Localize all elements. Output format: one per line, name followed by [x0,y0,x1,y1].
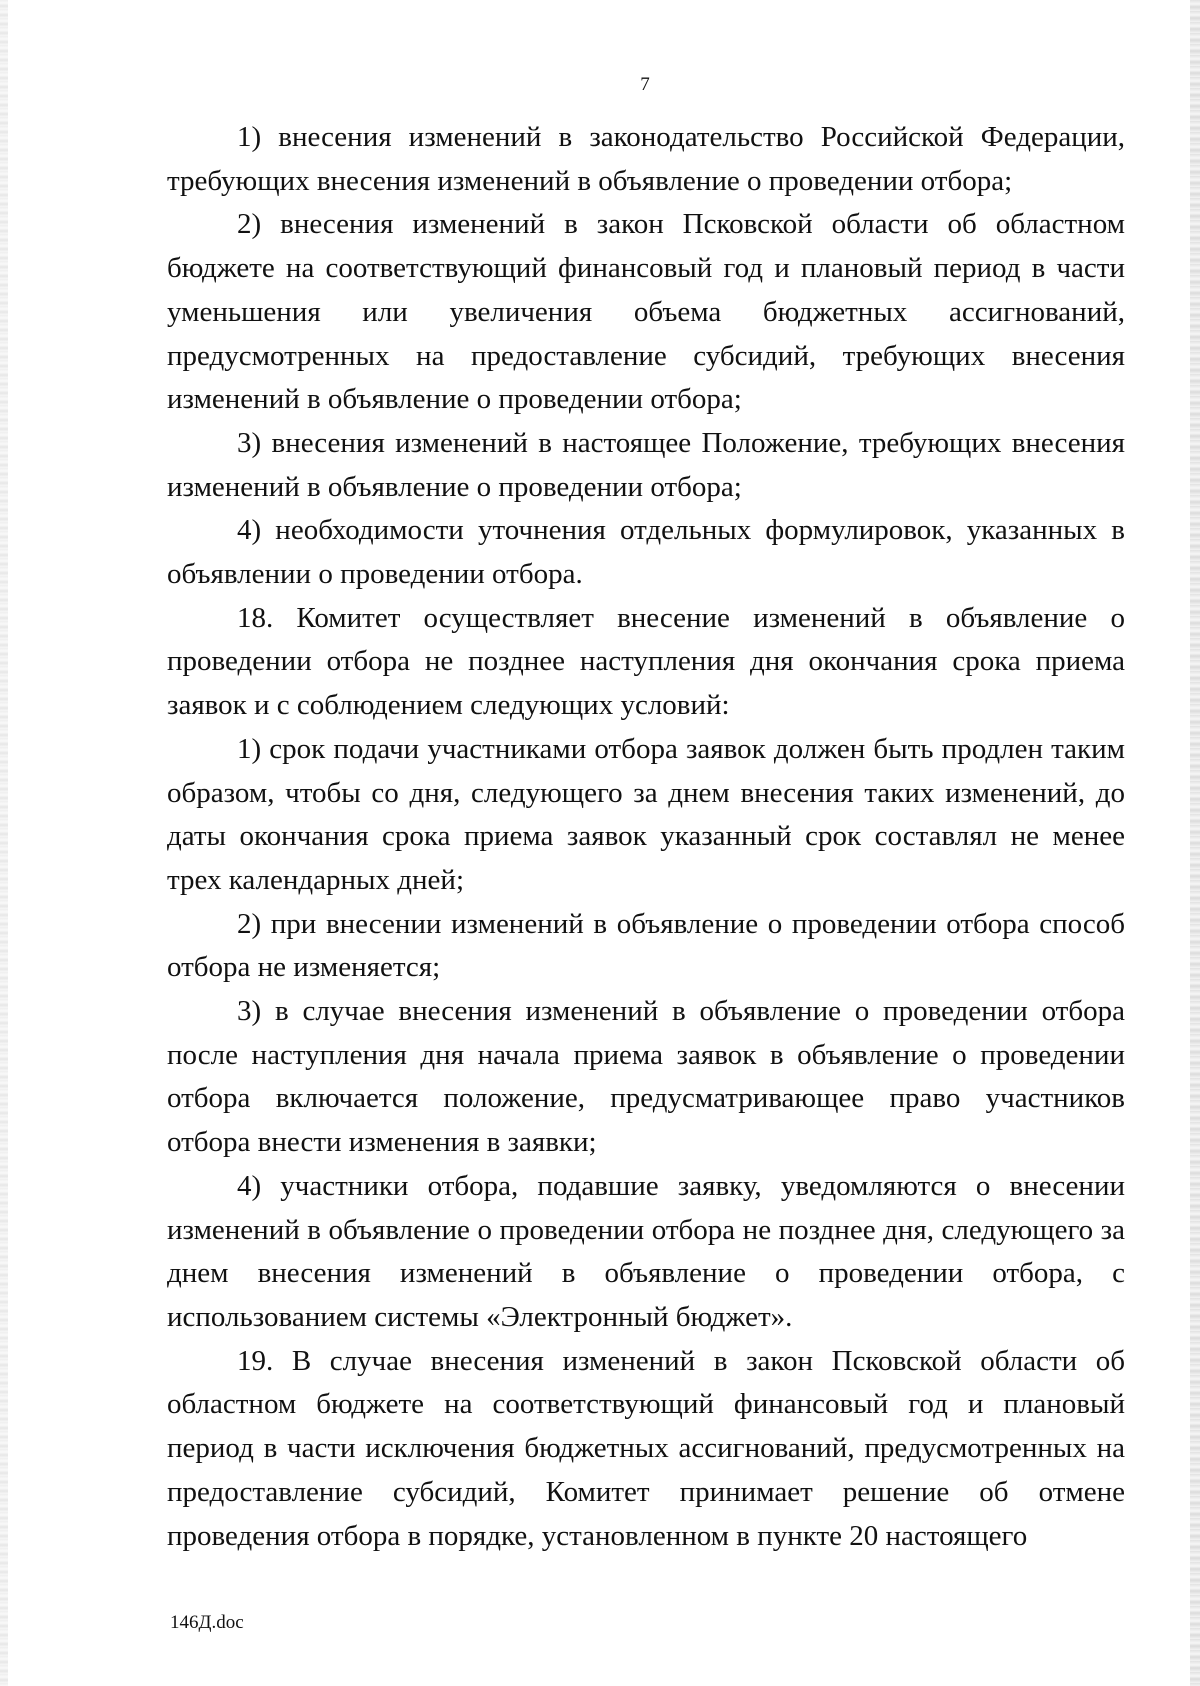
paragraph-clause-19: 19. В случае внесения изменений в закон Псковской области об областном бюджете на соответствующий финансовый год и плановый период в части исключения бюджетных ассигнований, предусмотренных на предоставление субсидий, Комитет принимает решение об отмене проведения отбора в порядке, установленном в пункте 20 настоящего [167,1344,1125,1552]
paragraph-condition-3: 3) в случае внесения изменений в объявление о проведении отбора после наступления дня начала приема заявок в объявление о проведении отбора включается положение, предусматривающее право участников отбора внести изменения в заявки; [167,995,1125,1159]
paragraph-item-4: 4) необходимости уточнения отдельных формулировок, указанных в объявлении о проведении отбора. [167,514,1125,591]
paragraph-item-1: 1) внесения изменений в законодательство Российской Федерации, требующих внесения изменений в объявление о проведении отбора; [167,121,1125,197]
paragraph-condition-2: 2) при внесении изменений в объявление о проведении отбора способ отбора не изменяется; [167,907,1125,984]
scan-edge-right [1190,0,1200,1686]
paragraph-item-3: 3) внесения изменений в настоящее Положение, требующих внесения изменений в объявление о проведении отбора; [167,426,1125,503]
paragraph-condition-4: 4) участники отбора, подавшие заявку, уведомляются о внесении изменений в объявление о проведении отбора не позднее дня, следующего за днем внесения изменений в объявление о проведении отбора, с использованием системы «Электронный бюджет». [167,1169,1125,1333]
paragraph-clause-18: 18. Комитет осуществляет внесение изменений в объявление о проведении отбора не позднее наступления дня окончания срока приема заявок и с соблюдением следующих условий: [167,601,1125,722]
scan-edge-left [0,0,8,1686]
footer-filename: 146Д.doc [170,1612,244,1633]
paragraph-item-2: 2) внесения изменений в закон Псковской области об областном бюджете на соответствующий финансовый год и плановый период в части уменьшения или увеличения объема бюджетных ассигнований, предусмотренных на предоставление субсидий, требующих внесения изменений в объявление о проведении отбора; [167,208,1125,416]
page-number: 7 [640,74,650,95]
document-body [167,116,1125,1558]
paragraph-condition-1: 1) срок подачи участниками отбора заявок должен быть продлен таким образом, чтобы со дня, следующего за днем внесения таких изменений, до даты окончания срока приема заявок указанный срок составлял не менее трех календарных дней; [167,732,1125,896]
